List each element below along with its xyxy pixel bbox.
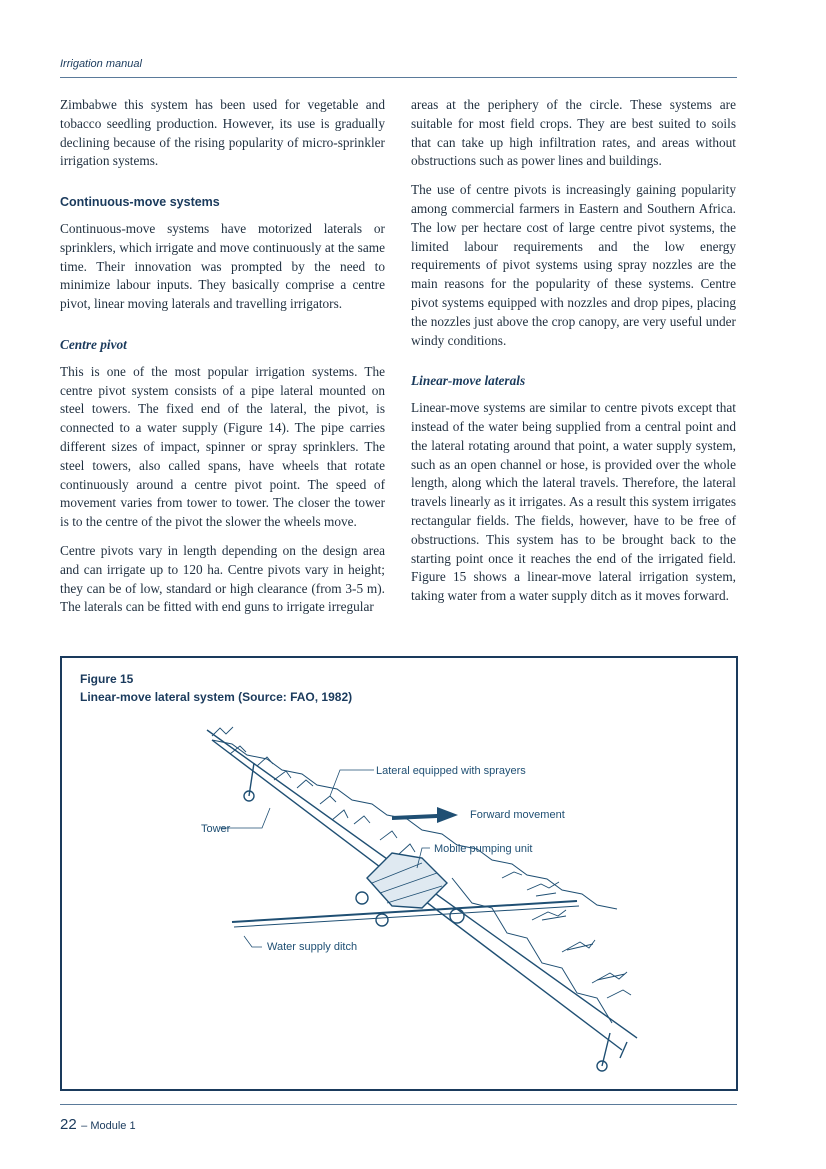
- page-footer: [60, 1116, 136, 1134]
- label-forward: Forward movement: [470, 809, 565, 821]
- figure-caption: Linear-move lateral system (Source: FAO, 1982): [80, 690, 353, 704]
- tower-wheel: [450, 909, 464, 923]
- paragraph: Zimbabwe this system has been used for vegetable and tobacco seedling production. However, its use is gradually declining because of the rising popularity of micro-sprinkler irrigation systems.: [60, 97, 385, 169]
- paragraph: Continuous-move systems have motorized laterals or sprinklers, which irrigate and move continuously at the same time. Their innovation was prompted by the need to minimize labour inputs. They basically comprise a centre pivot, linear moving laterals and travelling irrigators.: [60, 220, 385, 312]
- page-number: 22: [60, 1116, 77, 1133]
- subsection-heading: Linear-move laterals: [411, 373, 526, 389]
- paragraph: Linear-move systems are similar to centre pivots except that instead of the water being supplied from a central point and the lateral rotating around that point, a water supply system, such as an open channel or hose, is provided over the whole length, along which the lateral travels. Therefore, the lateral travels linearly as it irrigates. As a result this system irrigates rectangular fields. The fields, however, have to be free of obstructions. This system has to be brought back to the starting point once it reaches the end of the irrigated field. Figure 15 shows a linear-move lateral irrigation system, taking water from a water supply ditch as it moves forward.: [411, 400, 736, 604]
- section-heading: Continuous-move systems: [60, 195, 220, 210]
- paragraph: This is one of the most popular irrigation systems. The centre pivot system consists of a pipe lateral mounted on steel towers. The fixed end of the lateral, the pivot, is connected to a water supply (Figure 14). The pipe carries different sizes of impact, spinner or spray sprinklers. The steel towers, also called spans, have wheels that rotate continuously around a centre pivot point. The speed of movement varies from tower to tower. The closer the tower is to the centre of the pivot the slower the wheels move.: [60, 363, 385, 530]
- lateral-truss-bracing-lower: [452, 878, 612, 1023]
- label-pump: Mobile pumping unit: [434, 843, 533, 855]
- paragraph: areas at the periphery of the circle. These systems are suitable for most field crops. They are best suited to soils that can take up high infiltration rates, and areas without obstructions such as power lines and buildings.: [411, 97, 736, 169]
- label-tower: Tower: [201, 823, 231, 835]
- leader-ditch: [244, 936, 262, 947]
- paragraph: The use of centre pivots is increasingly gaining popularity among commercial farmers in Eastern and Southern Africa. The low per hectare cost of large centre pivot systems, the limited labour requirements and the low energy requirements of pivot systems using spray nozzles are the main reasons for the popularity of these systems. Centre pivot systems equipped with nozzles and drop pipes, placing the nozzles just above the crop canopy, are very useful under windy conditions.: [411, 182, 736, 348]
- tower-wheel: [356, 892, 368, 904]
- label-ditch: Water supply ditch: [267, 941, 358, 953]
- figure-number: Figure 15: [80, 672, 134, 686]
- left-column: [60, 96, 385, 627]
- footer-rule: [60, 1104, 737, 1105]
- paragraph: Centre pivots vary in length depending on the design area and can irrigate up to 120 ha. Centre pivots vary in height; they can be of low, standard or high clearance (from 3-5 m). The laterals can be fitted with end guns to irrigate irregular: [60, 542, 385, 615]
- linear-move-lateral-drawing: [62, 658, 736, 1089]
- tower-wheel: [376, 914, 388, 926]
- subsection-heading: Centre pivot: [60, 336, 127, 352]
- label-lateral: Lateral equipped with sprayers: [376, 765, 526, 777]
- module-label: – Module 1: [81, 1120, 136, 1132]
- forward-arrow: [392, 807, 458, 823]
- figure-15: [60, 656, 738, 1091]
- right-column: [411, 96, 736, 616]
- leader-lateral: [330, 770, 374, 796]
- running-header: Irrigation manual: [60, 58, 142, 70]
- header-rule: [60, 77, 737, 78]
